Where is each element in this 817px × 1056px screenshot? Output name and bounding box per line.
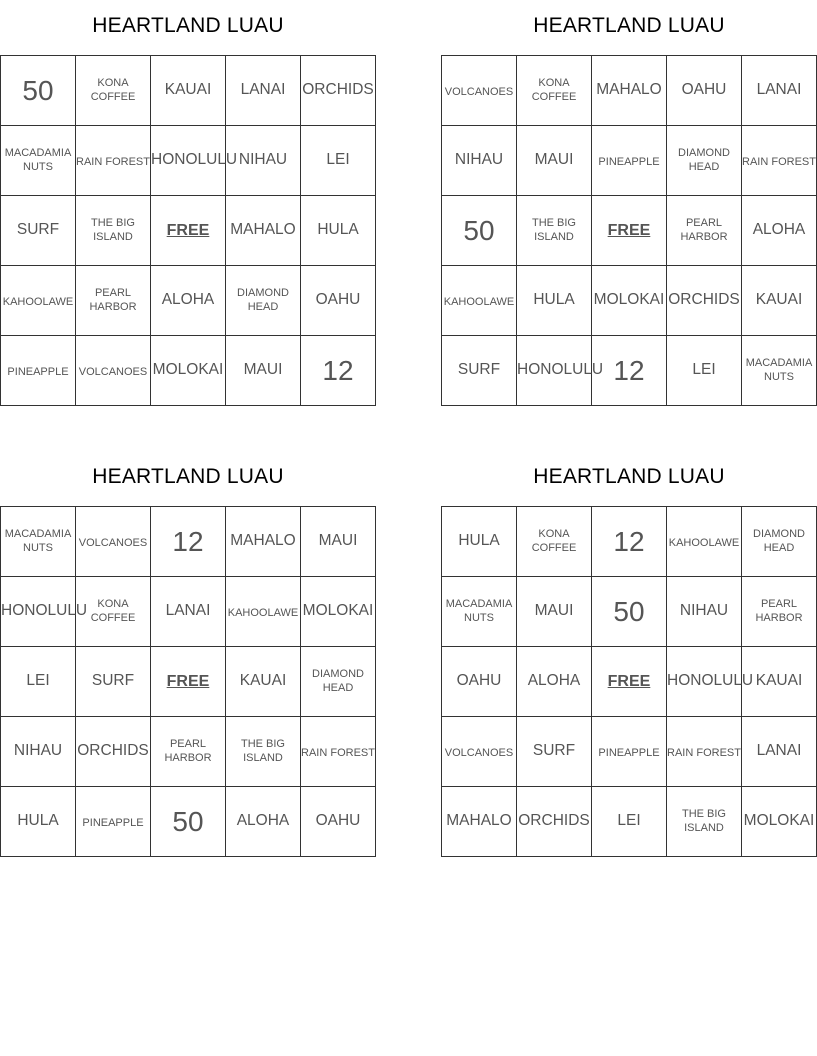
bingo-grid (441, 55, 817, 406)
bingo-card-2 (441, 0, 817, 406)
cell-label: VOLCANOES (444, 85, 514, 98)
bingo-cell (151, 336, 226, 406)
bingo-cell (151, 196, 226, 266)
card-title: HEARTLAND LUAU (533, 14, 725, 37)
grid-row (442, 126, 817, 196)
cell-label: MACADAMIA NUTS (745, 356, 813, 384)
bingo-cell (667, 507, 742, 577)
cell-label: SURF (457, 361, 501, 379)
bingo-cell (76, 647, 151, 717)
bingo-cell (442, 717, 517, 787)
bingo-cell (301, 266, 376, 336)
cell-label: HONOLULU (1, 602, 88, 620)
cell-label: OAHU (315, 291, 361, 309)
bingo-cell (76, 787, 151, 857)
free-space-label: FREE (166, 672, 210, 690)
bingo-cell (667, 126, 742, 196)
bingo-cell (667, 577, 742, 647)
bingo-cell (151, 266, 226, 336)
cell-label: OAHU (456, 672, 502, 690)
grid-row (1, 56, 376, 126)
cell-label: LEI (617, 812, 641, 830)
bingo-cell (226, 787, 301, 857)
cell-label: KONA COFFEE (90, 76, 136, 104)
card-title: HEARTLAND LUAU (533, 465, 725, 488)
bingo-cell (592, 507, 667, 577)
cell-label: DIAMOND HEAD (237, 286, 289, 314)
cell-label: HULA (317, 221, 359, 239)
bingo-cell (1, 266, 76, 336)
cell-label: HULA (533, 291, 575, 309)
bingo-cell (301, 717, 376, 787)
bingo-cell (1, 126, 76, 196)
cell-label: OAHU (315, 812, 361, 830)
cell-label: VOLCANOES (444, 746, 514, 759)
grid-row (442, 196, 817, 266)
grid-row (442, 336, 817, 406)
cell-label: KAUAI (755, 291, 803, 309)
bingo-cell (592, 577, 667, 647)
bingo-card-3 (0, 451, 376, 857)
cell-label: NIHAU (238, 151, 288, 169)
cell-label: 50 (463, 214, 495, 246)
bingo-cell (442, 56, 517, 126)
cell-label: OAHU (681, 81, 727, 99)
cell-label: THE BIG ISLAND (681, 807, 726, 835)
bingo-cell (1, 507, 76, 577)
bingo-cell (442, 126, 517, 196)
cell-label: SURF (16, 221, 60, 239)
cell-label: DIAMOND HEAD (753, 527, 805, 555)
cell-label: KAHOOLAWE (2, 295, 74, 308)
grid-row (1, 266, 376, 336)
bingo-cell (442, 266, 517, 336)
cell-label: VOLCANOES (78, 536, 148, 549)
bingo-cell (592, 787, 667, 857)
cell-label: KAHOOLAWE (443, 295, 515, 308)
cell-label: 12 (172, 525, 204, 557)
cell-label: LANAI (165, 602, 211, 620)
bingo-cell (76, 196, 151, 266)
cell-label: DIAMOND HEAD (312, 667, 364, 695)
cell-label: THE BIG ISLAND (90, 216, 135, 244)
bingo-card-1 (0, 0, 376, 406)
bingo-cell (1, 717, 76, 787)
bingo-cell (226, 56, 301, 126)
bingo-cell (301, 336, 376, 406)
bingo-cell (442, 507, 517, 577)
bingo-cell (1, 56, 76, 126)
bingo-cell (226, 196, 301, 266)
cell-label: NIHAU (13, 742, 63, 760)
bingo-cell (667, 647, 754, 717)
grid-row (1, 126, 376, 196)
bingo-cell (592, 647, 667, 717)
cell-label: PEARL HARBOR (164, 737, 212, 765)
bingo-cell (667, 717, 742, 787)
bingo-cell (226, 507, 301, 577)
cell-label: MAHALO (230, 532, 296, 550)
cell-label: LANAI (756, 742, 802, 760)
cell-label: LANAI (240, 81, 286, 99)
cell-label: ALOHA (236, 812, 290, 830)
cell-label: KAHOOLAWE (227, 606, 299, 619)
cell-label: LANAI (756, 81, 802, 99)
bingo-cell (76, 56, 151, 126)
cell-label: THE BIG ISLAND (531, 216, 576, 244)
bingo-cell (742, 126, 817, 196)
cell-label: NIHAU (679, 602, 729, 620)
cell-label: KAUAI (164, 81, 212, 99)
bingo-cell (226, 266, 301, 336)
cell-label: MAUI (243, 361, 283, 379)
bingo-cell (76, 507, 151, 577)
cell-label: ORCHIDS (668, 291, 740, 309)
cell-label: KONA COFFEE (90, 597, 136, 625)
cell-label: HONOLULU (151, 151, 238, 169)
bingo-cell (517, 56, 592, 126)
cell-label: 12 (613, 354, 645, 386)
bingo-cell (301, 126, 376, 196)
cell-label: HULA (17, 812, 59, 830)
cell-label: RAIN FOREST (742, 155, 816, 168)
grid-row (1, 647, 376, 717)
bingo-cell (76, 266, 151, 336)
bingo-grid (441, 506, 817, 857)
bingo-cell (442, 196, 517, 266)
bingo-cell (667, 336, 742, 406)
cell-label: RAIN FOREST (301, 746, 375, 759)
cell-label: MACADAMIA NUTS (4, 527, 72, 555)
bingo-cell (151, 577, 226, 647)
bingo-cell (1, 577, 88, 647)
cell-label: HONOLULU (667, 672, 754, 690)
cell-label: 50 (172, 805, 204, 837)
bingo-cell (592, 196, 667, 266)
bingo-cell (442, 577, 517, 647)
cell-label: MACADAMIA NUTS (4, 146, 72, 174)
bingo-cell (1, 787, 76, 857)
cell-label: PINEAPPLE (7, 365, 69, 378)
bingo-cell (226, 717, 301, 787)
bingo-cell (592, 56, 667, 126)
bingo-cell (517, 787, 592, 857)
bingo-cell (742, 787, 817, 857)
bingo-cell (667, 787, 742, 857)
bingo-cell (667, 196, 742, 266)
grid-row (1, 336, 376, 406)
bingo-cell (442, 647, 517, 717)
free-space-label: FREE (607, 221, 651, 239)
cell-label: MAUI (534, 602, 574, 620)
bingo-cell (226, 577, 301, 647)
bingo-cell (517, 647, 592, 717)
cell-label: KAUAI (755, 672, 803, 690)
cell-label: ALOHA (161, 291, 215, 309)
cell-label: 12 (322, 354, 354, 386)
grid-row (1, 507, 376, 577)
cell-label: PINEAPPLE (598, 155, 660, 168)
cell-label: NIHAU (454, 151, 504, 169)
cell-label: LEI (692, 361, 716, 379)
grid-row (442, 56, 817, 126)
cell-label: ORCHIDS (77, 742, 149, 760)
cell-label: 50 (22, 74, 54, 106)
cell-label: 50 (613, 595, 645, 627)
bingo-cell (667, 266, 742, 336)
bingo-cell (442, 336, 517, 406)
bingo-cell (76, 717, 151, 787)
bingo-cell (742, 56, 817, 126)
cell-label: KAHOOLAWE (668, 536, 740, 549)
free-space-label: FREE (166, 221, 210, 239)
cell-label: PINEAPPLE (598, 746, 660, 759)
cell-label: MOLOKAI (593, 291, 665, 309)
cell-label: LEI (26, 672, 50, 690)
bingo-cell (1, 336, 76, 406)
bingo-cell (517, 336, 604, 406)
cell-label: PEARL HARBOR (680, 216, 728, 244)
grid-row (442, 507, 817, 577)
cell-label: SURF (91, 672, 135, 690)
cell-label: HULA (458, 532, 500, 550)
bingo-grid (0, 55, 376, 406)
bingo-cell (592, 126, 667, 196)
bingo-cell (151, 787, 226, 857)
card-title: HEARTLAND LUAU (92, 465, 284, 488)
bingo-cell (301, 787, 376, 857)
cell-label: PEARL HARBOR (755, 597, 803, 625)
cell-label: MAUI (534, 151, 574, 169)
bingo-cell (76, 336, 151, 406)
bingo-cell (226, 647, 301, 717)
bingo-grid (0, 506, 376, 857)
cell-label: ALOHA (527, 672, 581, 690)
cell-label: SURF (532, 742, 576, 760)
bingo-cell (226, 336, 301, 406)
bingo-cell (1, 196, 76, 266)
bingo-cell (742, 196, 817, 266)
cell-label: MAHALO (230, 221, 296, 239)
cell-label: MOLOKAI (302, 602, 374, 620)
bingo-cell (301, 577, 376, 647)
bingo-cell (301, 507, 376, 577)
bingo-cell (301, 647, 376, 717)
cell-label: THE BIG ISLAND (240, 737, 285, 765)
cell-label: ORCHIDS (302, 81, 374, 99)
cell-label: KAUAI (239, 672, 287, 690)
bingo-cell (517, 507, 592, 577)
bingo-cell (301, 56, 376, 126)
cell-label: RAIN FOREST (76, 155, 150, 168)
cell-label: MAHALO (596, 81, 662, 99)
cell-label: ORCHIDS (518, 812, 590, 830)
bingo-cell (151, 717, 226, 787)
bingo-cell (1, 647, 76, 717)
cell-label: KONA COFFEE (531, 76, 577, 104)
bingo-cell (667, 56, 742, 126)
bingo-cell (151, 647, 226, 717)
bingo-cell (301, 196, 376, 266)
cell-label: LEI (326, 151, 350, 169)
cell-label: RAIN FOREST (667, 746, 741, 759)
bingo-cell (742, 717, 817, 787)
bingo-cell (592, 717, 667, 787)
cell-label: MACADAMIA NUTS (445, 597, 513, 625)
bingo-cell (742, 507, 817, 577)
grid-row (1, 196, 376, 266)
grid-row (442, 577, 817, 647)
cell-label: 12 (613, 525, 645, 557)
grid-row (1, 577, 376, 647)
bingo-cell (742, 266, 817, 336)
bingo-cell (592, 266, 667, 336)
cell-label: MAUI (318, 532, 358, 550)
card-title: HEARTLAND LUAU (92, 14, 284, 37)
grid-row (442, 266, 817, 336)
free-space-label: FREE (607, 672, 651, 690)
bingo-cell (517, 717, 592, 787)
bingo-cell (517, 577, 592, 647)
bingo-cell (151, 507, 226, 577)
bingo-cell (742, 336, 817, 406)
bingo-cell (151, 56, 226, 126)
bingo-cell (742, 577, 817, 647)
cell-label: HONOLULU (517, 361, 604, 379)
grid-row (1, 717, 376, 787)
cell-label: PINEAPPLE (82, 816, 144, 829)
grid-row (442, 647, 817, 717)
cell-label: MOLOKAI (152, 361, 224, 379)
cell-label: VOLCANOES (78, 365, 148, 378)
bingo-card-4 (441, 451, 817, 857)
cell-label: DIAMOND HEAD (678, 146, 730, 174)
cell-label: MOLOKAI (743, 812, 815, 830)
grid-row (442, 717, 817, 787)
cell-label: MAHALO (446, 812, 512, 830)
bingo-cell (76, 577, 151, 647)
cell-label: PEARL HARBOR (89, 286, 137, 314)
bingo-cell (442, 787, 517, 857)
bingo-cell (517, 126, 592, 196)
bingo-cell (76, 126, 151, 196)
bingo-cell (517, 266, 592, 336)
cell-label: ALOHA (752, 221, 806, 239)
grid-row (442, 787, 817, 857)
cell-label: KONA COFFEE (531, 527, 577, 555)
bingo-cell (151, 126, 238, 196)
grid-row (1, 787, 376, 857)
bingo-cell (517, 196, 592, 266)
